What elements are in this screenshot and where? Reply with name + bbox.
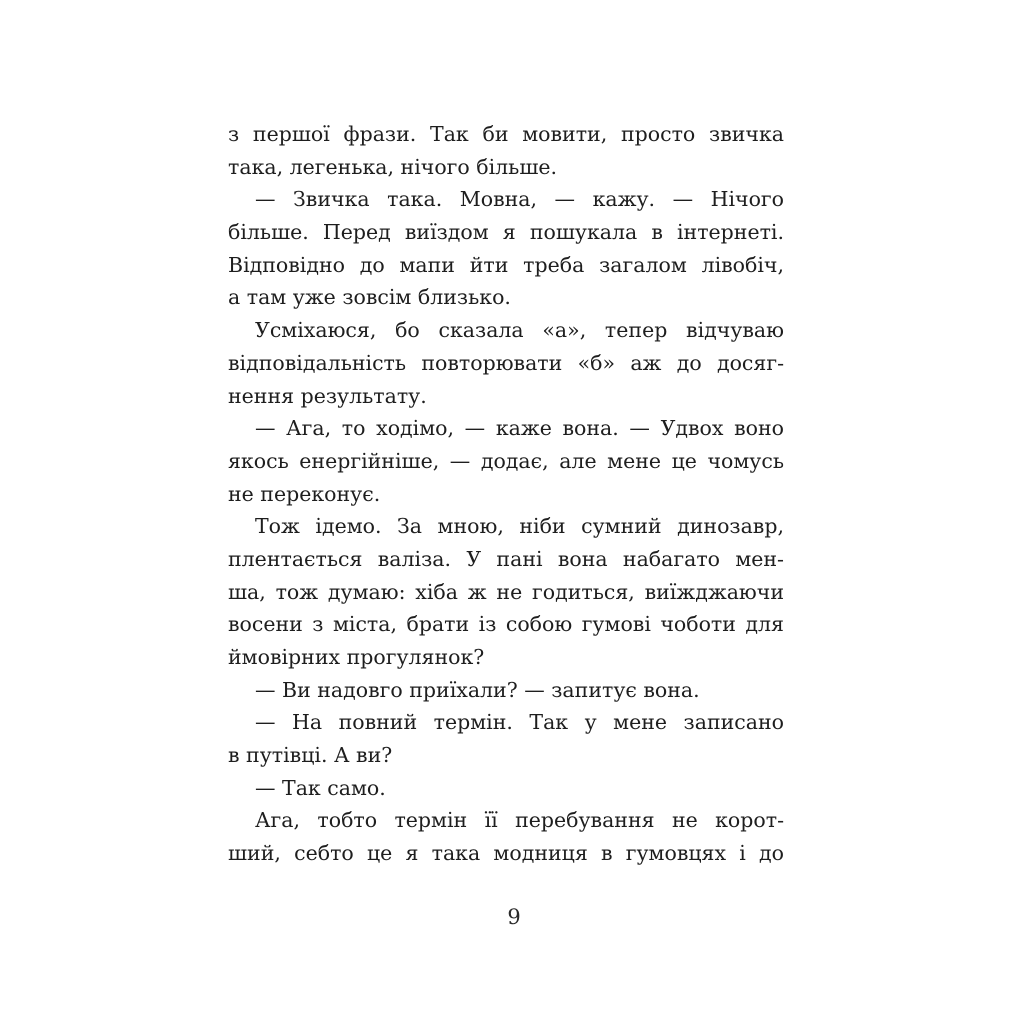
text-line: — Звичка така. Мовна, — кажу. — Нічого: [255, 187, 784, 212]
text-line: з першої фрази. Так би мовити, просто звичка: [228, 122, 784, 146]
text-line: Відповідно до мапи йти треба загалом лівобіч,: [228, 252, 784, 277]
body-text: [228, 118, 784, 870]
text-line: більше. Перед виїздом я пошукала в інтернеті.: [228, 220, 784, 245]
text-line: Усміхаюся, бо сказала «а», тепер відчуваю: [255, 318, 784, 343]
text-line: Тож ідемо. За мною, ніби сумний динозавр,: [255, 514, 784, 539]
text-line: — Ви надовго приїхали? — запитує вона.: [255, 677, 700, 702]
text-line: відповідальність повторювати «б» аж до досяг-: [228, 350, 784, 375]
text-line: плентається валіза. У пані вона набагато мен-: [228, 546, 784, 571]
text-line: нення результату.: [228, 383, 427, 408]
text-line: така, легенька, нічого більше.: [228, 154, 558, 179]
text-line: — Так само.: [255, 775, 386, 800]
text-line: не переконує.: [228, 481, 381, 506]
text-line: якось енергійніше, — додає, але мене це чомусь: [228, 448, 784, 473]
text-line: ша, тож думаю: хіба ж не годиться, виїжджаючи: [228, 579, 784, 604]
text-line: ймовірних прогулянок?: [228, 645, 485, 669]
text-line: — Ага, то ходімо, — каже вона. — Удвох воно: [255, 416, 784, 441]
text-line: — На повний термін. Так у мене записано: [255, 710, 784, 735]
text-line: а там уже зовсім близько.: [228, 285, 511, 310]
page-number: 9: [507, 905, 521, 929]
text-line: в путівці. А ви?: [228, 743, 393, 768]
text-line: ший, себто це я така модниця в гумовцях і до: [228, 841, 784, 866]
text-line: восени з міста, брати із собою гумові чоботи для: [228, 612, 784, 637]
text-line: Ага, тобто термін її перебування не корот-: [255, 808, 784, 833]
